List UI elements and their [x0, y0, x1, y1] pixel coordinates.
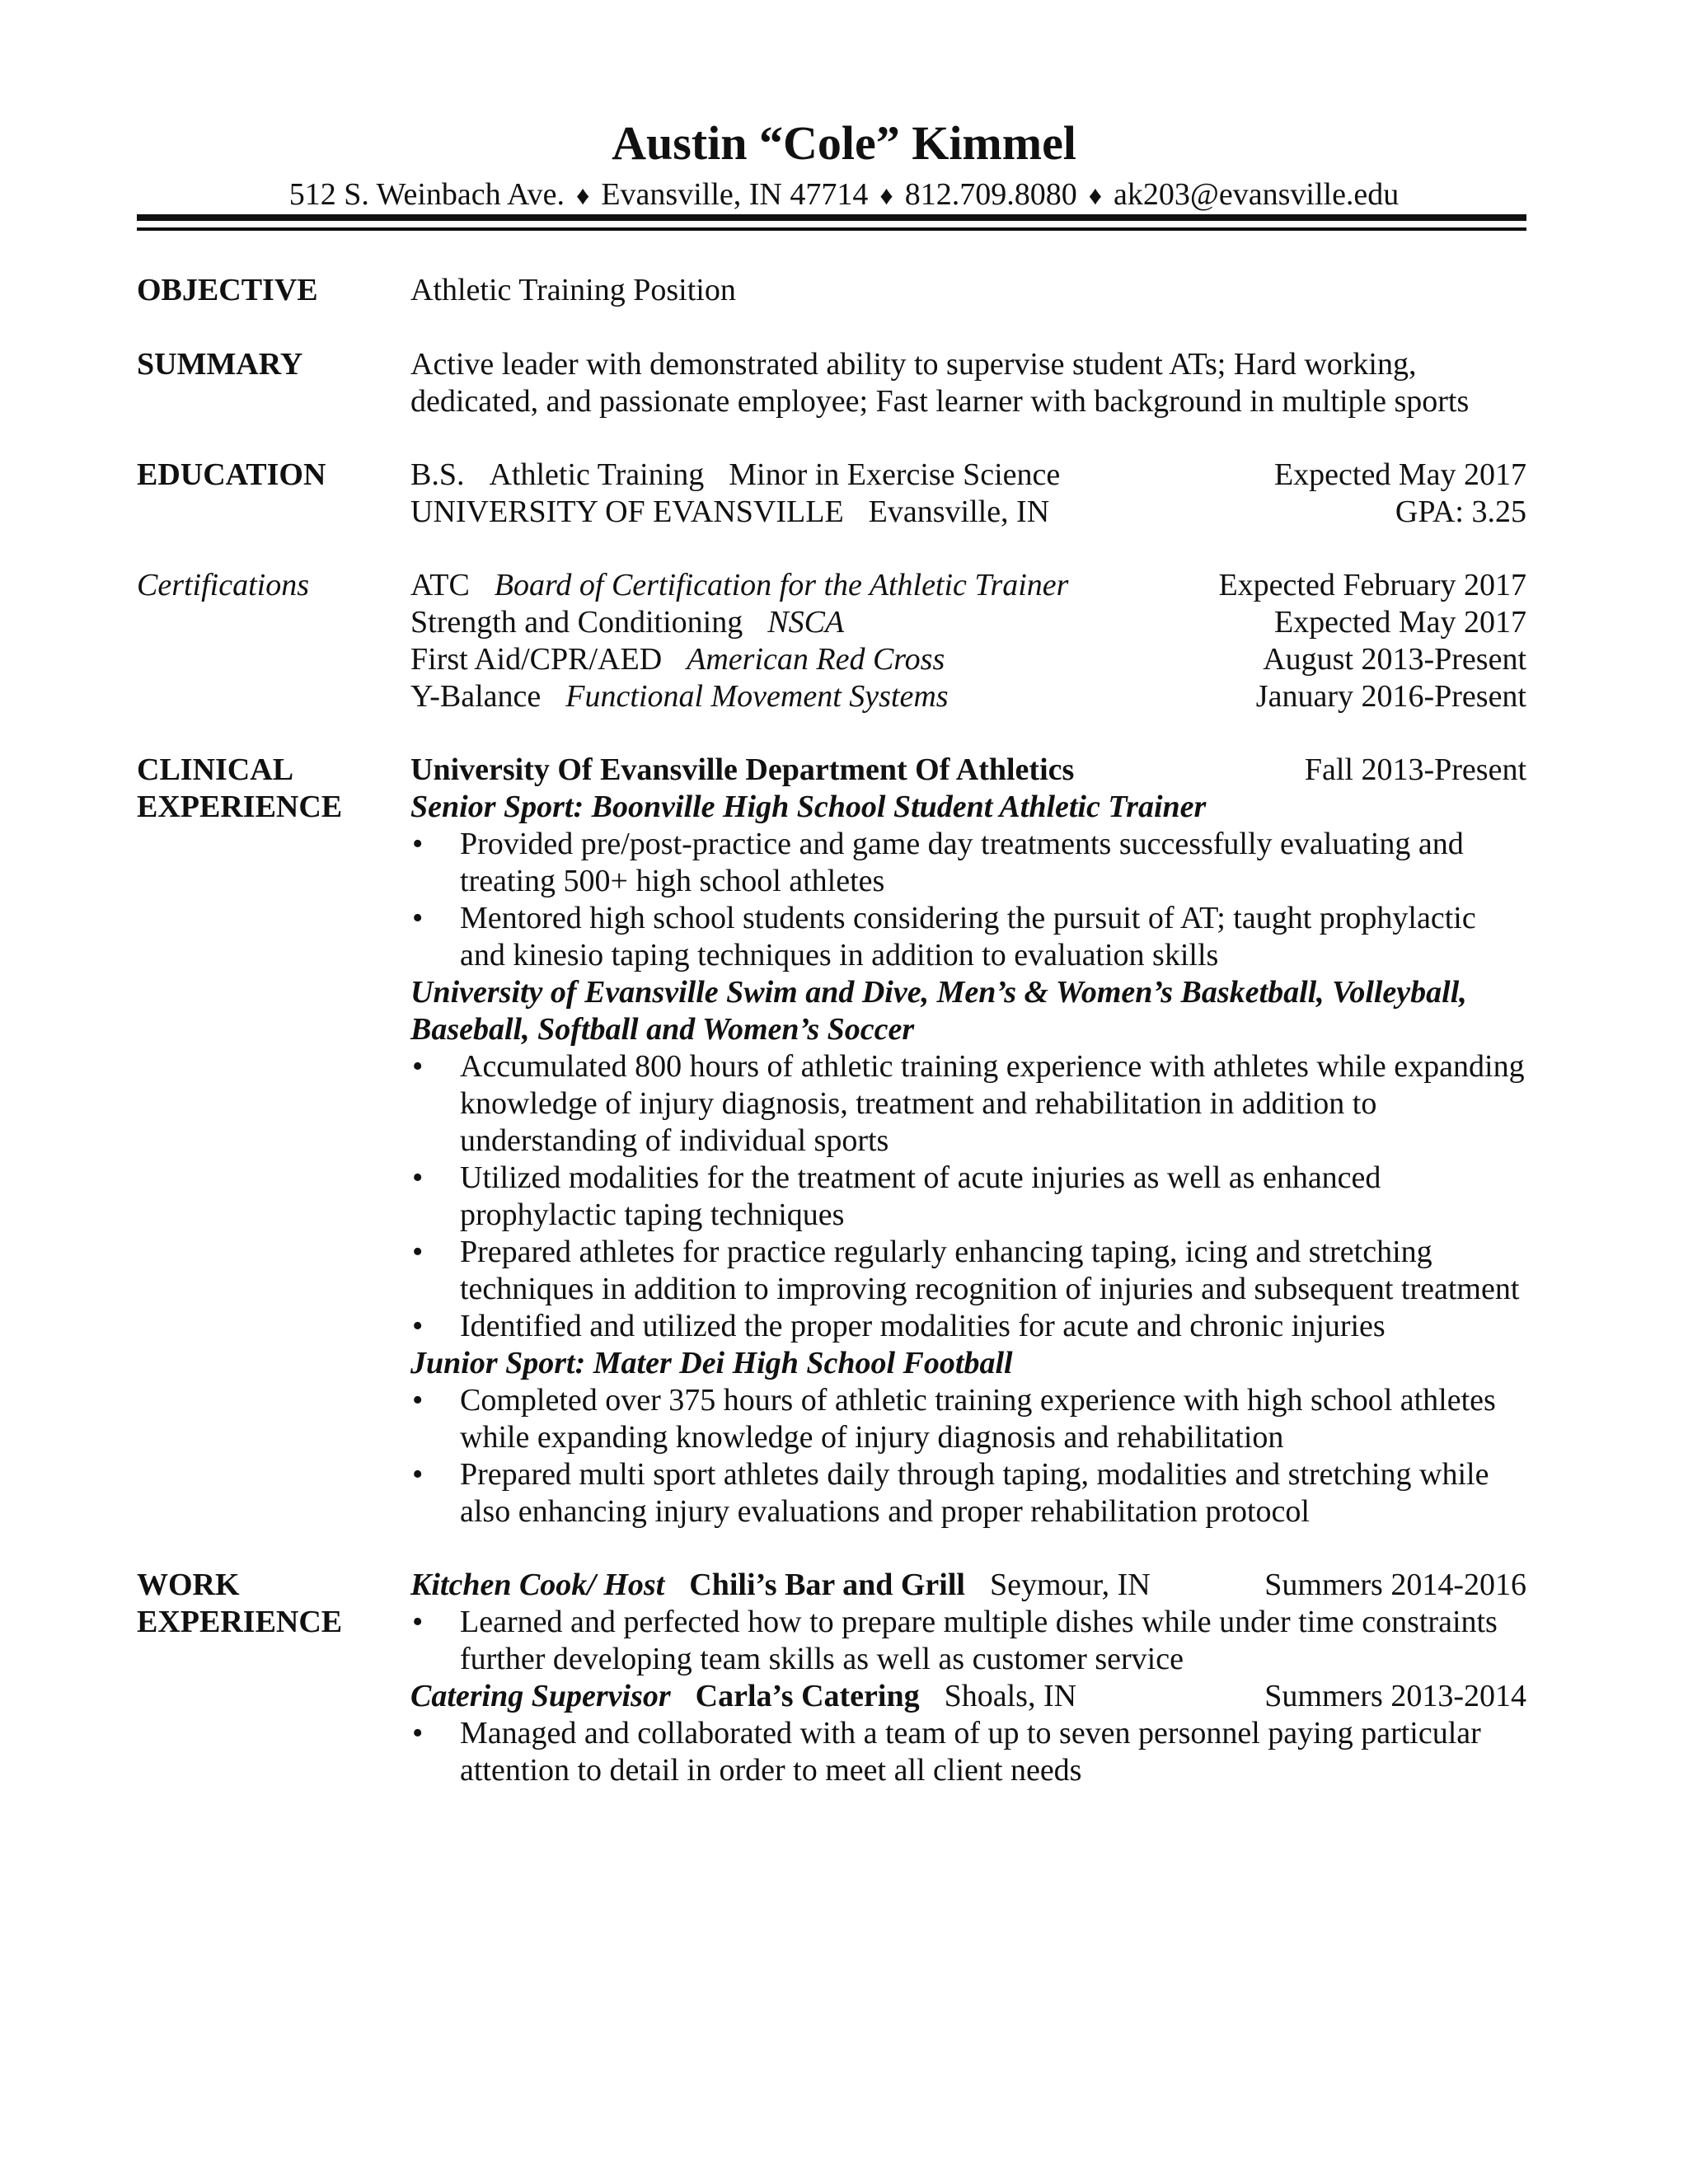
- minor: Minor in Exercise Science: [729, 457, 1061, 492]
- list-item: • Identified and utilized the proper modalities for acute and chronic injuries: [410, 1308, 1526, 1345]
- label-line: CLINICAL: [137, 752, 294, 787]
- ue-sports-title-line: University of Evansville Swim and Dive, Men’s & Women’s Basketball, Volleyball,: [410, 975, 1467, 1010]
- certification-org: NSCA: [767, 605, 845, 640]
- school-name: UNIVERSITY OF EVANSVILLE: [410, 494, 844, 529]
- junior-sport-bullets: [410, 1382, 1526, 1530]
- work-body: [410, 1567, 1526, 1789]
- list-item: • Accumulated 800 hours of athletic training experience with athletes while expanding knowledge of injury diagnosis, treatment and rehabilitation in addition to understanding of individual sports: [410, 1048, 1526, 1160]
- list-item: • Learned and perfected how to prepare multiple dishes while under time constraints further developing team skills as well as customer service: [410, 1604, 1526, 1678]
- list-item: • Mentored high school students considering the pursuit of AT; taught prophylactic and kinesio taping techniques in addition to evaluation skills: [410, 900, 1526, 974]
- list-item: • Utilized modalities for the treatment of acute injuries as well as enhanced prophylactic taping techniques: [410, 1160, 1526, 1234]
- gpa: GPA: 3.25: [1395, 494, 1526, 529]
- summary-text: [410, 346, 1526, 420]
- city-state-zip: Evansville, IN 47714: [601, 177, 869, 212]
- certification-date: Expected February 2017: [1218, 568, 1526, 602]
- certification-date: August 2013-Present: [1263, 642, 1526, 677]
- clinical-body: [410, 752, 1526, 1530]
- ue-sports-title-line: Baseball, Softball and Women’s Soccer: [410, 1012, 915, 1047]
- job-employer: Chili’s Bar and Grill: [689, 1568, 965, 1602]
- job-role: Kitchen Cook/ Host: [410, 1568, 665, 1602]
- certification-row: [410, 678, 1526, 715]
- certification-date: January 2016-Present: [1255, 679, 1526, 714]
- education-school-row: [410, 494, 1526, 531]
- label-line: WORK: [137, 1568, 240, 1602]
- school-location: Evansville, IN: [868, 494, 1050, 529]
- list-item: • Completed over 375 hours of athletic training experience with high school athletes while expanding knowledge of injury diagnosis and rehabilitation: [410, 1382, 1526, 1456]
- section-label-summary: SUMMARY: [137, 347, 303, 382]
- section-label-clinical-experience: [137, 752, 410, 826]
- section-label-work-experience: [137, 1567, 410, 1641]
- diamond-separator-icon: ♦: [1088, 180, 1103, 210]
- job-bullets: [410, 1715, 1526, 1789]
- address: 512 S. Weinbach Ave.: [288, 177, 565, 212]
- section-label-certifications: Certifications: [137, 568, 309, 602]
- degree: B.S.: [410, 457, 465, 492]
- section-label-education: EDUCATION: [137, 457, 326, 492]
- certification-row: [410, 604, 1526, 641]
- job-employer: Carla’s Catering: [695, 1679, 920, 1713]
- diamond-separator-icon: ♦: [576, 180, 590, 210]
- job-header-row: [410, 1678, 1526, 1715]
- certification-name: ATC: [410, 568, 470, 602]
- contact-line: [0, 175, 1688, 215]
- clinical-org-row: [410, 752, 1526, 789]
- summary-line: Active leader with demonstrated ability to supervise student ATs; Hard working,: [410, 347, 1417, 382]
- resume-content: [137, 272, 1526, 1789]
- certification-name: Y-Balance: [410, 679, 542, 714]
- job-header-row: [410, 1567, 1526, 1604]
- certification-date: Expected May 2017: [1273, 605, 1526, 640]
- work-experience-section: [137, 1567, 1526, 1789]
- certifications-section: [137, 567, 1526, 715]
- clinical-experience-section: [137, 752, 1526, 1530]
- education-section: [137, 457, 1526, 531]
- graduation-date: Expected May 2017: [1273, 457, 1526, 492]
- certification-org: Functional Movement Systems: [565, 679, 949, 714]
- certification-org: American Red Cross: [687, 642, 945, 677]
- header-rule-thin: [137, 227, 1526, 231]
- certifications-body: [410, 567, 1526, 715]
- clinical-date: Fall 2013-Present: [1304, 752, 1526, 787]
- objective-section: [137, 272, 1526, 309]
- job-role: Catering Supervisor: [410, 1679, 671, 1713]
- summary-section: [137, 346, 1526, 420]
- ue-sports-bullets: [410, 1048, 1526, 1345]
- list-item: • Prepared athletes for practice regularly enhancing taping, icing and stretching techniques in addition to improving recognition of injuries and subsequent treatment: [410, 1234, 1526, 1308]
- header-rule-thick: [137, 214, 1526, 221]
- certification-org: Board of Certification for the Athletic Trainer: [494, 568, 1069, 602]
- job-location: Shoals, IN: [944, 1679, 1077, 1713]
- list-item: • Provided pre/post-practice and game day treatments successfully evaluating and treating 500+ high school athletes: [410, 826, 1526, 900]
- objective-text: Athletic Training Position: [410, 273, 736, 307]
- senior-sport-title: Senior Sport: Boonville High School Student Athletic Trainer: [410, 790, 1207, 824]
- major: Athletic Training: [489, 457, 705, 492]
- education-body: [410, 457, 1526, 531]
- certification-row: [410, 567, 1526, 604]
- certification-row: [410, 641, 1526, 678]
- candidate-name: Austin “Cole” Kimmel: [612, 116, 1076, 170]
- phone: 812.709.8080: [904, 177, 1077, 212]
- job-location: Seymour, IN: [989, 1568, 1151, 1602]
- clinical-organization: University Of Evansville Department Of Athletics: [410, 752, 1075, 787]
- senior-sport-bullets: [410, 826, 1526, 974]
- job-date: Summers 2014-2016: [1264, 1568, 1526, 1602]
- summary-line: dedicated, and passionate employee; Fast learner with background in multiple sports: [410, 384, 1470, 419]
- section-label-objective: OBJECTIVE: [137, 273, 318, 307]
- label-line: EXPERIENCE: [137, 1605, 343, 1639]
- list-item: • Managed and collaborated with a team of up to seven personnel paying particular attention to detail in order to meet all client needs: [410, 1715, 1526, 1789]
- label-line: EXPERIENCE: [137, 790, 343, 824]
- job-bullets: [410, 1604, 1526, 1678]
- junior-sport-title: Junior Sport: Mater Dei High School Football: [410, 1346, 1013, 1380]
- email: ak203@evansville.edu: [1114, 177, 1400, 212]
- education-degree-row: [410, 457, 1526, 494]
- certification-name: First Aid/CPR/AED: [410, 642, 663, 677]
- diamond-separator-icon: ♦: [879, 180, 893, 210]
- job-date: Summers 2013-2014: [1264, 1679, 1526, 1713]
- certification-name: Strength and Conditioning: [410, 605, 743, 640]
- list-item: • Prepared multi sport athletes daily through taping, modalities and stretching while also enhancing injury evaluations and proper rehabilitation protocol: [410, 1456, 1526, 1530]
